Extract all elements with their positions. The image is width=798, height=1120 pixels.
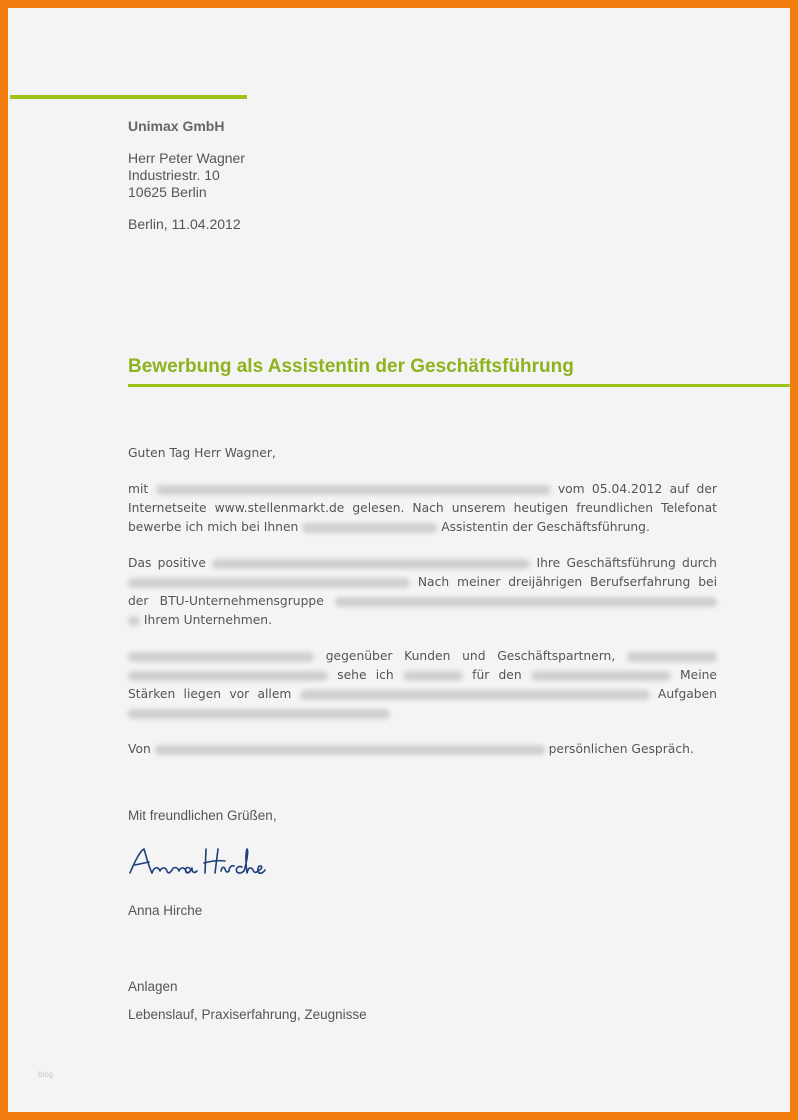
blurred-text [128, 671, 328, 681]
blurred-text [128, 652, 314, 662]
blurred-text [403, 671, 463, 681]
watermark: blog [38, 1070, 54, 1079]
attachments-label: Anlagen [128, 979, 178, 994]
greeting: Guten Tag Herr Wagner, [128, 446, 276, 460]
handwritten-signature [126, 843, 266, 883]
blurred-text [212, 559, 530, 569]
company-name: Unimax GmbH [128, 118, 225, 134]
blurred-text [155, 745, 545, 755]
blurred-text [128, 616, 140, 626]
subject-line: Bewerbung als Assistentin der Geschäftsführung [128, 356, 574, 377]
paragraph-4: Von persönlichen Gespräch. [128, 742, 694, 756]
closing: Mit freundlichen Grüßen, [128, 808, 277, 823]
blurred-text [335, 597, 717, 607]
blurred-text [300, 690, 650, 700]
blurred-text [128, 578, 410, 588]
blurred-text [531, 671, 671, 681]
letter-date: Berlin, 11.04.2012 [128, 216, 241, 232]
city: 10625 Berlin [128, 184, 207, 200]
blurred-text [302, 523, 437, 533]
blurred-text [627, 652, 717, 662]
blurred-text [128, 709, 390, 719]
street: Industriestr. 10 [128, 167, 220, 183]
blurred-text [156, 485, 551, 495]
attachments-list: Lebenslauf, Praxiserfahrung, Zeugnisse [128, 1007, 367, 1022]
address-block [128, 150, 245, 201]
paragraph-1: mit vom 05.04.2012 auf der Internetseite www.stellenmarkt.de gelesen. Nach unserem heutigen freundlichen Telefonat bewerbe ich mich bei Ihnen Assistentin der Geschäftsführung. [128, 482, 717, 534]
sender-block [128, 118, 245, 233]
subject-accent-line [128, 384, 798, 387]
paragraph-2: Das positive Ihre Geschäftsführung durch Nach meiner dreijährigen Berufserfahrung bei der BTU-Unternehmensgruppe Ihrem Unternehmen. [128, 556, 717, 627]
paragraph-3: gegenüber Kunden und Geschäftspartnern, sehe ich für den Meine Stärken liegen vor allem Aufgaben [128, 647, 717, 723]
signer-name: Anna Hirche [128, 903, 203, 918]
letter-body [128, 444, 717, 776]
top-accent-line [10, 95, 247, 99]
signature [126, 843, 266, 888]
contact-name: Herr Peter Wagner [128, 150, 245, 166]
